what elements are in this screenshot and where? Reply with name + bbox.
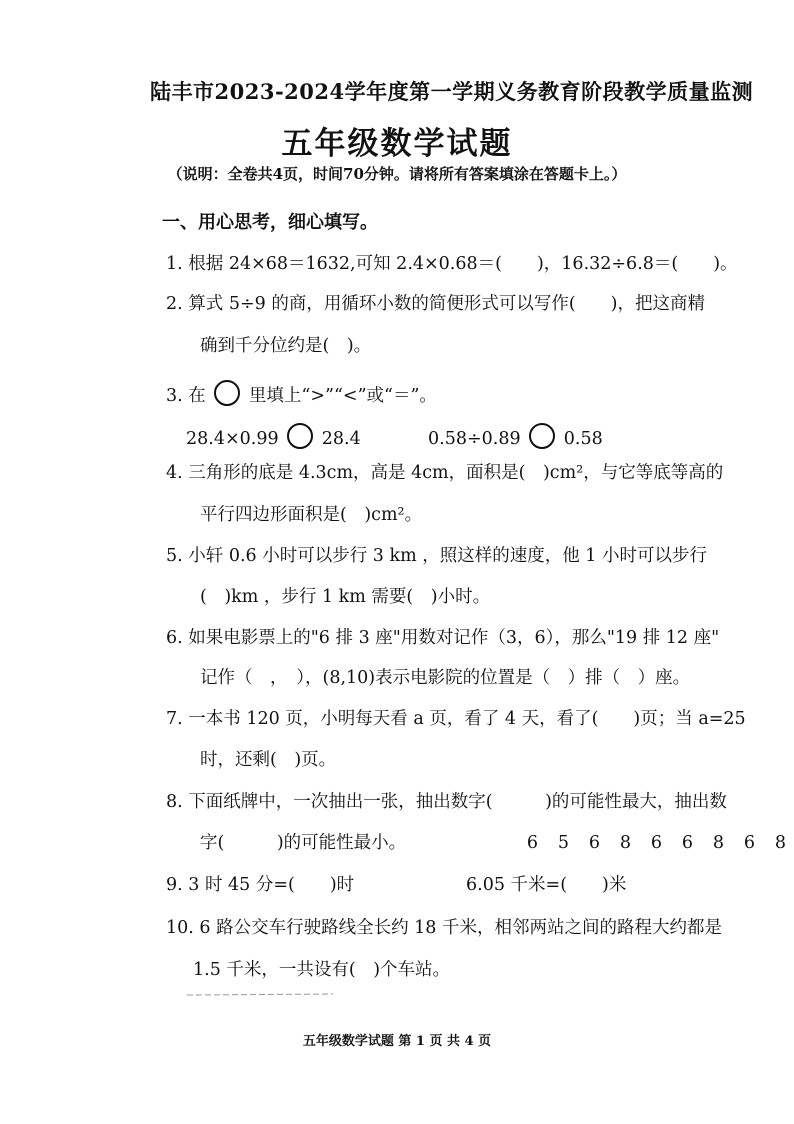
card-number: 8 bbox=[712, 833, 725, 853]
comparison-circle-icon bbox=[214, 380, 240, 406]
card-number: 6 bbox=[681, 833, 694, 853]
question-10-line-1: 10. 6 路公交车行驶路线全长约 18 千米，相邻两站之间的路程大约都是 bbox=[166, 918, 722, 938]
exam-instructions: （说明：全卷共4页，时间70分钟。请将所有答案填涂在答题卡上。） bbox=[167, 165, 627, 183]
section-heading-fill-in: 一、用心思考，细心填写。 bbox=[162, 212, 378, 233]
question-7-line-2: 时，还剩( )页。 bbox=[200, 750, 337, 770]
question-8-cards bbox=[517, 835, 794, 853]
exam-header-title: 陆丰市2023-2024学年度第一学期义务教育阶段教学质量监测 bbox=[150, 79, 754, 104]
question-7-line-1: 7. 一本书 120 页，小明每天看 a 页，看了 4 天，看了( )页；当 a=25 bbox=[166, 709, 746, 729]
comparison-left-expression: 28.4×0.99 bbox=[186, 429, 279, 449]
comparison-circle-icon bbox=[529, 423, 555, 449]
card-number: 6 bbox=[588, 833, 601, 853]
question-9-left: 9. 3 时 45 分=( )时 bbox=[166, 875, 355, 895]
question-3-comparison-right bbox=[428, 423, 603, 449]
question-5-line-2: ( )km ，步行 1 km 需要( )小时。 bbox=[200, 587, 491, 607]
comparison-right-expression: 0.58÷0.89 bbox=[428, 429, 521, 449]
question-4-line-1: 4. 三角形的底是 4.3cm，高是 4cm，面积是( )cm²，与它等底等高的 bbox=[166, 463, 724, 483]
question-4-line-2: 平行四边形面积是( )cm²。 bbox=[200, 505, 423, 525]
question-8-line-2: 字( )的可能性最小。 bbox=[200, 833, 407, 853]
question-8-line-1: 8. 下面纸牌中，一次抽出一张，抽出数字( )的可能性最大，抽出数 bbox=[166, 792, 727, 812]
pencil-mark-decoration bbox=[185, 990, 335, 998]
comparison-right-value: 0.58 bbox=[563, 429, 603, 449]
question-10-line-2: 1.5 千米，一共设有( )个车站。 bbox=[193, 960, 451, 980]
question-5-line-1: 5. 小轩 0.6 小时可以步行 3 km ，照这样的速度，他 1 小时可以步行 bbox=[166, 546, 707, 566]
card-number: 6 bbox=[743, 833, 756, 853]
card-number: 8 bbox=[774, 833, 787, 853]
card-number: 6 bbox=[526, 833, 539, 853]
question-1: 1. 根据 24×68＝1632,可知 2.4×0.68＝( )，16.32÷6.8＝( )。 bbox=[166, 254, 738, 274]
question-3-prefix: 3. 在 bbox=[166, 386, 206, 406]
paper-title: 五年级数学试题 bbox=[281, 126, 513, 162]
card-number: 5 bbox=[557, 833, 570, 853]
question-9-right: 6.05 千米=( )米 bbox=[466, 875, 627, 895]
comparison-left-value: 28.4 bbox=[321, 429, 361, 449]
page-footer: 五年级数学试题 第 1 页 共 4 页 bbox=[302, 1034, 492, 1049]
comparison-circle-icon bbox=[287, 423, 313, 449]
question-3-comparison-left bbox=[186, 423, 361, 449]
question-3-suffix: 里填上“>”“<”或“＝”。 bbox=[248, 386, 437, 406]
card-number: 8 bbox=[619, 833, 632, 853]
question-2-line-1: 2. 算式 5÷9 的商，用循环小数的简便形式可以写作( )，把这商精 bbox=[166, 294, 705, 314]
question-6-line-2: 记作（ ， ），(8,10)表示电影院的位置是（ ）排（ ）座。 bbox=[200, 668, 691, 688]
card-number: 6 bbox=[650, 833, 663, 853]
question-3 bbox=[166, 380, 437, 406]
question-6-line-1: 6. 如果电影票上的"6 排 3 座"用数对记作（3，6），那么"19 排 12 座" bbox=[166, 628, 720, 648]
question-2-line-2: 确到千分位约是( )。 bbox=[200, 336, 372, 356]
